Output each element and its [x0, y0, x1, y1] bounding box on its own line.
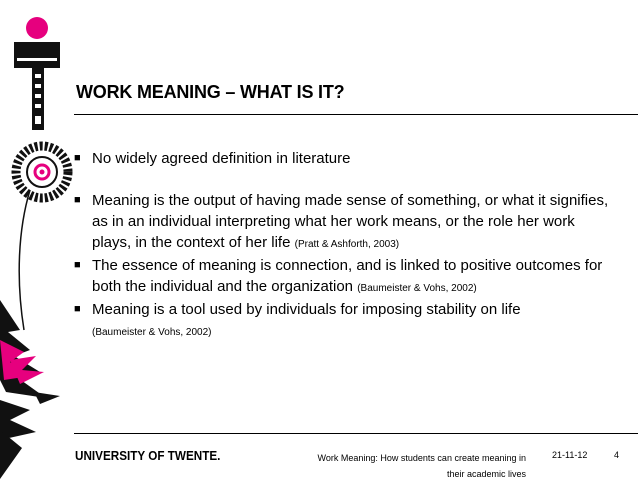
square-bullet-icon: ■ [74, 152, 81, 164]
bullet-text: Meaning is a tool used by individuals for imposing stability on life [92, 301, 521, 318]
bullet-text: The essence of meaning is connection, and is linked to positive outcomes for both the individual and the organization [92, 257, 603, 295]
university-name: UNIVERSITY OF TWENTE. [75, 448, 221, 463]
page-title: WORK MEANING – WHAT IS IT? [76, 82, 345, 102]
footer-date: 21-11-12 [552, 450, 588, 460]
footer-divider [74, 433, 638, 434]
list-item [74, 190, 614, 255]
list-item [74, 148, 614, 169]
list-item [74, 255, 614, 299]
citation: (Baumeister & Vohs, 2002) [357, 283, 477, 294]
bullet-text: No widely agreed definition in literature [92, 150, 351, 167]
bullet-list [74, 148, 614, 343]
citation: (Pratt & Ashforth, 2003) [294, 239, 400, 250]
square-bullet-icon: ■ [74, 194, 81, 206]
list-item [74, 299, 614, 320]
page-number: 4 [614, 450, 620, 460]
trailing-citation: (Baumeister & Vohs, 2002) [92, 327, 212, 338]
flower-icon [16, 146, 68, 198]
university-logo-graphic [0, 0, 80, 479]
title-divider [74, 114, 638, 115]
bullet-text: Meaning is the output of having made sense of something, or what it signifies, as in an individual interpreting what her work means, or the role her work plays, in the context of her life [92, 192, 609, 251]
footer-presentation-title: Work Meaning: How students can create meaning in their academic lives [317, 453, 526, 479]
pink-dot-icon [26, 17, 48, 39]
square-bullet-icon: ■ [74, 303, 81, 315]
foliage-icon [0, 300, 60, 479]
square-bullet-icon: ■ [74, 259, 81, 271]
